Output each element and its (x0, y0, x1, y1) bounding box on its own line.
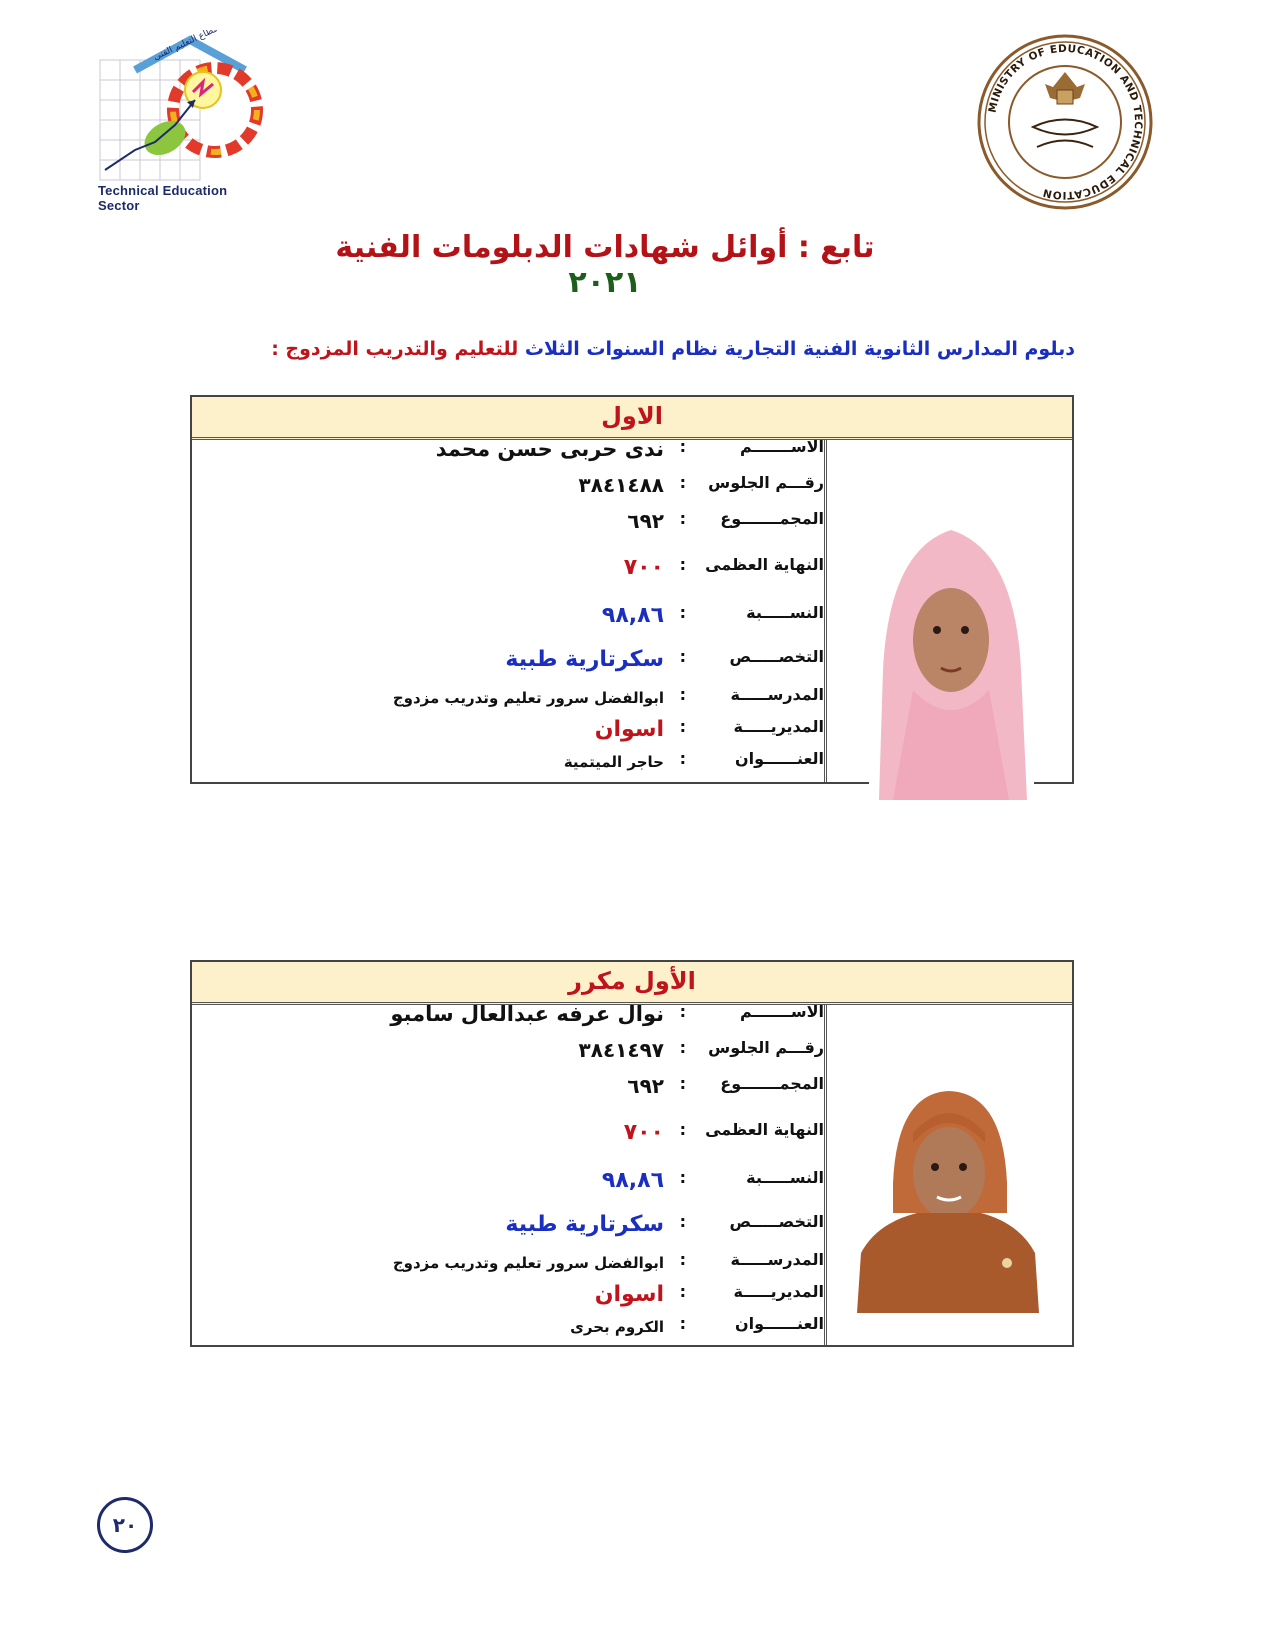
colon: : (679, 1038, 686, 1057)
value-directorate: اسوان (594, 717, 664, 742)
value-percent: ٩٨,٨٦ (601, 1168, 664, 1193)
label-specialty: التخصـــــص (729, 1212, 824, 1231)
value-specialty: سكرتارية طبية (505, 1212, 664, 1237)
value-total: ٦٩٢ (627, 1074, 664, 1098)
value-directorate: اسوان (594, 1282, 664, 1307)
colon: : (679, 749, 686, 768)
label-directorate: المديريـــــة (733, 717, 824, 736)
technical-education-caption: Technical Education Sector (98, 183, 228, 213)
label-max: النهاية العظمى (705, 1120, 824, 1139)
value-school: ابوالفضل سرور تعليم وتدريب مزدوج (392, 689, 664, 707)
colon: : (679, 685, 686, 704)
colon: : (679, 1282, 686, 1301)
label-percent: النســـــبة (746, 1168, 824, 1187)
value-name: نوال عرفه عبدالعال سامبو (390, 1002, 664, 1026)
label-address: العنــــــوان (734, 749, 824, 768)
colon: : (679, 1314, 686, 1333)
photo-cell (824, 440, 1072, 782)
value-max: ٧٠٠ (623, 1120, 664, 1145)
page-number: ٢٠ (97, 1497, 153, 1553)
colon: : (679, 437, 686, 456)
colon: : (679, 1212, 686, 1231)
colon: : (679, 555, 686, 574)
value-seat: ٣٨٤١٤٩٧ (578, 1038, 664, 1062)
label-name: الاســـــــم (740, 1002, 824, 1021)
student-card (190, 960, 1074, 1347)
photo-cell (824, 1005, 1072, 1345)
colon: : (679, 473, 686, 492)
label-specialty: التخصـــــص (729, 647, 824, 666)
student-photo (869, 490, 1034, 800)
value-percent: ٩٨,٨٦ (601, 603, 664, 628)
colon: : (679, 717, 686, 736)
ministry-seal-icon (975, 32, 1155, 212)
student-card (190, 395, 1074, 784)
label-address: العنــــــوان (734, 1314, 824, 1333)
label-school: المدرســـــة (730, 685, 824, 704)
value-total: ٦٩٢ (627, 509, 664, 533)
label-seat: رقـــم الجلوس (708, 1038, 824, 1057)
rank-header: الأول مكرر (192, 962, 1072, 1005)
label-school: المدرســـــة (730, 1250, 824, 1269)
colon: : (679, 1002, 686, 1021)
student-photo (857, 1063, 1039, 1313)
colon: : (679, 1168, 686, 1187)
label-percent: النســـــبة (746, 603, 824, 622)
section-subtitle: دبلوم المدارس الثانوية الفنية التجارية نظام السنوات الثلاث للتعليم والتدريب المزدوج : (271, 338, 1075, 360)
page-title: تابع : أوائل شهادات الدبلومات الفنية ٢٠٢١ (335, 230, 875, 300)
label-total: المجمـــــــوع (720, 1074, 824, 1093)
value-specialty: سكرتارية طبية (505, 647, 664, 672)
label-total: المجمـــــــوع (720, 509, 824, 528)
svg-text:قطاع التعليم الفنى: قطاع التعليم الفنى (152, 30, 220, 63)
value-max: ٧٠٠ (623, 555, 664, 580)
value-seat: ٣٨٤١٤٨٨ (578, 473, 664, 497)
value-name: ندى حربى حسن محمد (435, 437, 664, 461)
value-address: حاجر الميتمية (563, 753, 664, 771)
label-name: الاســـــــم (740, 437, 824, 456)
colon: : (679, 509, 686, 528)
colon: : (679, 603, 686, 622)
colon: : (679, 1120, 686, 1139)
svg-text:MINISTRY OF EDUCATION AND TECH: MINISTRY OF EDUCATION AND TECHNICAL EDUCATION (986, 42, 1145, 202)
label-directorate: المديريـــــة (733, 1282, 824, 1301)
colon: : (679, 1250, 686, 1269)
colon: : (679, 647, 686, 666)
value-address: الكروم بحرى (570, 1318, 664, 1336)
value-school: ابوالفضل سرور تعليم وتدريب مزدوج (392, 1254, 664, 1272)
technical-education-logo (95, 30, 265, 205)
rank-header: الاول (192, 397, 1072, 440)
colon: : (679, 1074, 686, 1093)
label-seat: رقـــم الجلوس (708, 473, 824, 492)
label-max: النهاية العظمى (705, 555, 824, 574)
